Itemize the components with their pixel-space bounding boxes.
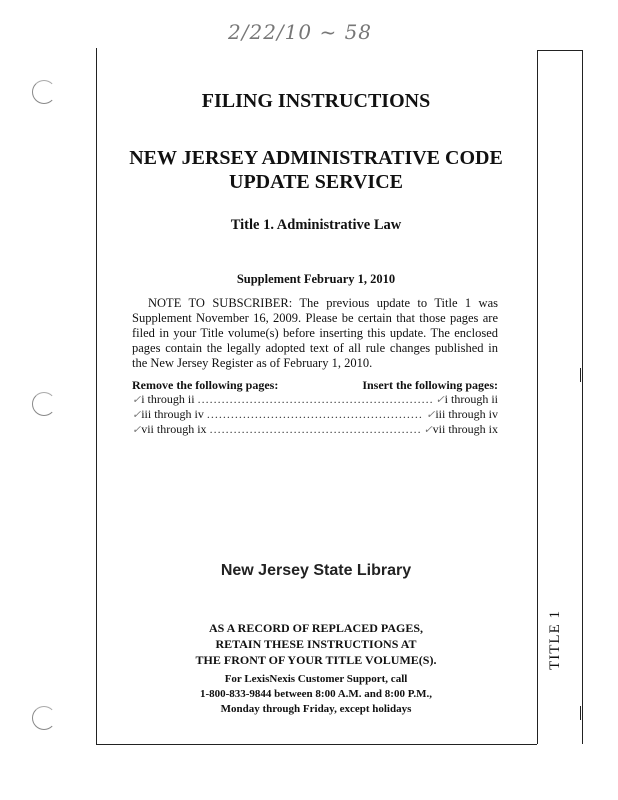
punch-hole-top <box>32 80 56 104</box>
customer-support-info <box>96 672 536 717</box>
library-stamp: New Jersey State Library <box>220 562 412 579</box>
record-notice <box>96 620 536 668</box>
insert-page-range: iii through iv <box>435 407 498 421</box>
check-mark-icon: ✓ <box>435 394 445 406</box>
insert-page-range: vii through ix <box>432 422 498 436</box>
code-heading-line1: NEW JERSEY ADMINISTRATIVE CODE <box>129 147 503 169</box>
insert-pages-header: Insert the following pages: <box>362 378 498 392</box>
table-row <box>132 422 498 437</box>
table-row <box>132 407 498 422</box>
punch-hole-bottom <box>32 706 56 730</box>
code-heading-line2: UPDATE SERVICE <box>229 171 403 193</box>
record-notice-line2: RETAIN THESE INSTRUCTIONS AT <box>215 637 417 651</box>
check-mark-icon: ✓ <box>132 394 142 406</box>
remove-page-range: i through ii <box>141 392 195 406</box>
insert-page-range: i through ii <box>444 392 498 406</box>
support-line1: For LexisNexis Customer Support, call <box>224 673 408 685</box>
handwritten-annotation: 2/22/10 ~ 58 <box>228 20 373 44</box>
check-mark-icon: ✓ <box>132 409 142 421</box>
tab-label: TITLE 1 <box>547 610 563 670</box>
pages-table-header <box>132 378 498 393</box>
pages-table <box>132 392 498 437</box>
punch-hole-middle <box>32 392 56 416</box>
tab-tick-mark <box>580 706 581 720</box>
remove-page-range: iii through iv <box>141 407 204 421</box>
check-mark-icon: ✓ <box>132 424 142 436</box>
record-notice-line3: THE FRONT OF YOUR TITLE VOLUME(S). <box>195 653 437 667</box>
support-hours-line: Monday through Friday, except holidays <box>220 703 412 715</box>
support-phone-line: 1-800-833-9844 between 8:00 A.M. and 8:00 P.M., <box>199 688 433 700</box>
supplement-date: Supplement February 1, 2010 <box>236 272 396 286</box>
filing-instructions-heading: FILING INSTRUCTIONS <box>201 90 431 112</box>
remove-page-range: vii through ix <box>141 422 207 436</box>
check-mark-icon: ✓ <box>426 409 436 421</box>
code-heading <box>96 146 536 194</box>
record-notice-line1: AS A RECORD OF REPLACED PAGES, <box>208 621 424 635</box>
remove-pages-header: Remove the following pages: <box>132 378 279 392</box>
title-subheading: Title 1. Administrative Law <box>230 217 402 233</box>
subscriber-note: NOTE TO SUBSCRIBER: The previous update to Title 1 was Supplement November 16, 2009. Please be certain that those pages are filed in your Title volume(s) before inserting this update. The enclosed pages contain the legally adopted text of all rule changes published in the New Jersey Register as of February 1, 2010. <box>132 296 498 370</box>
tab-tick-mark <box>580 368 581 382</box>
table-row <box>132 392 498 407</box>
check-mark-icon: ✓ <box>423 424 433 436</box>
